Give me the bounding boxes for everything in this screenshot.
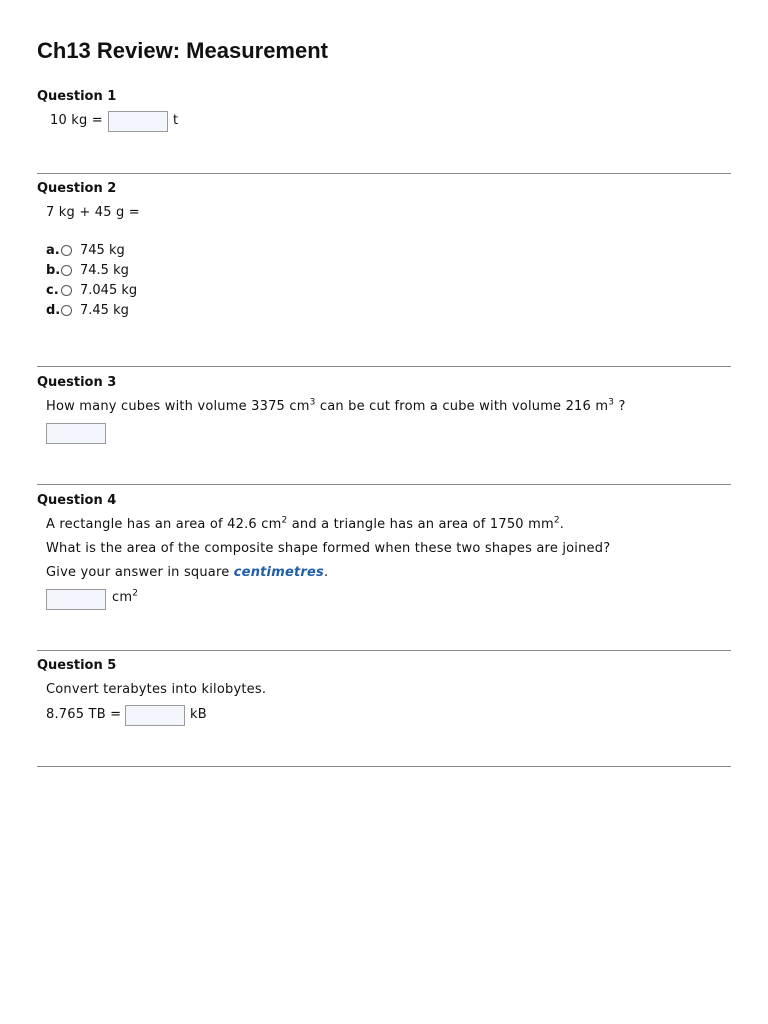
prompt-text: . xyxy=(559,517,565,532)
prompt-text: Give your answer in square xyxy=(46,565,234,580)
question-1-heading: Question 1 xyxy=(37,89,117,104)
superscript: 3 xyxy=(309,397,316,408)
question-2-option-c[interactable] xyxy=(46,281,137,299)
prompt-text: can be cut from a cube with volume 216 m xyxy=(315,399,609,414)
question-4-line-2: What is the area of the composite shape formed when these two shapes are joined? xyxy=(46,541,611,556)
question-1-answer-input[interactable] xyxy=(108,111,168,132)
question-4-line-1 xyxy=(46,517,564,532)
divider xyxy=(37,173,731,174)
unit-text: cm xyxy=(112,590,133,605)
option-label: 74.5 kg xyxy=(80,262,129,278)
option-letter: b. xyxy=(46,262,61,278)
question-5-prompt: Convert terabytes into kilobytes. xyxy=(46,682,267,697)
prompt-text: and a triangle has an area of 1750 mm xyxy=(287,517,554,532)
question-5-equation: 8.765 TB = xyxy=(46,707,122,722)
question-4-heading: Question 4 xyxy=(37,493,117,508)
question-2-prompt: 7 kg + 45 g = xyxy=(46,205,140,220)
question-5-unit: kB xyxy=(190,707,207,722)
superscript: 2 xyxy=(132,588,139,599)
prompt-text: A rectangle has an area of 42.6 cm xyxy=(46,517,282,532)
radio-button[interactable] xyxy=(61,245,72,256)
option-label: 7.45 kg xyxy=(80,302,129,318)
option-letter: a. xyxy=(46,242,60,258)
radio-button[interactable] xyxy=(61,265,72,276)
question-3-answer-input[interactable] xyxy=(46,423,106,444)
prompt-text: ? xyxy=(614,399,626,414)
question-4-line-3 xyxy=(46,565,328,580)
option-label: 7.045 kg xyxy=(80,282,138,298)
question-5-heading: Question 5 xyxy=(37,658,117,673)
question-3-heading: Question 3 xyxy=(37,375,117,390)
question-4-answer-input[interactable] xyxy=(46,589,106,610)
option-label: 745 kg xyxy=(80,242,125,258)
question-2-option-d[interactable] xyxy=(46,301,129,319)
question-2-option-a[interactable] xyxy=(46,241,125,259)
question-1-prompt: 10 kg = xyxy=(50,113,103,128)
superscript: 2 xyxy=(553,515,560,526)
radio-button[interactable] xyxy=(61,305,72,316)
superscript: 2 xyxy=(281,515,288,526)
centimetres-link[interactable]: centimetres xyxy=(233,565,324,580)
divider xyxy=(37,366,731,367)
question-5-answer-input[interactable] xyxy=(125,705,185,726)
divider xyxy=(37,766,731,767)
question-1-unit: t xyxy=(173,113,179,128)
radio-button[interactable] xyxy=(61,285,72,296)
question-4-unit xyxy=(112,590,138,605)
superscript: 3 xyxy=(608,397,615,408)
option-letter: d. xyxy=(46,302,61,318)
question-2-option-b[interactable] xyxy=(46,261,129,279)
question-2-heading: Question 2 xyxy=(37,181,117,196)
option-letter: c. xyxy=(46,282,59,298)
divider xyxy=(37,484,731,485)
prompt-text: How many cubes with volume 3375 cm xyxy=(46,399,310,414)
page-title: Ch13 Review: Measurement xyxy=(37,38,328,63)
prompt-text: . xyxy=(323,565,329,580)
question-3-prompt xyxy=(46,399,626,414)
divider xyxy=(37,650,731,651)
